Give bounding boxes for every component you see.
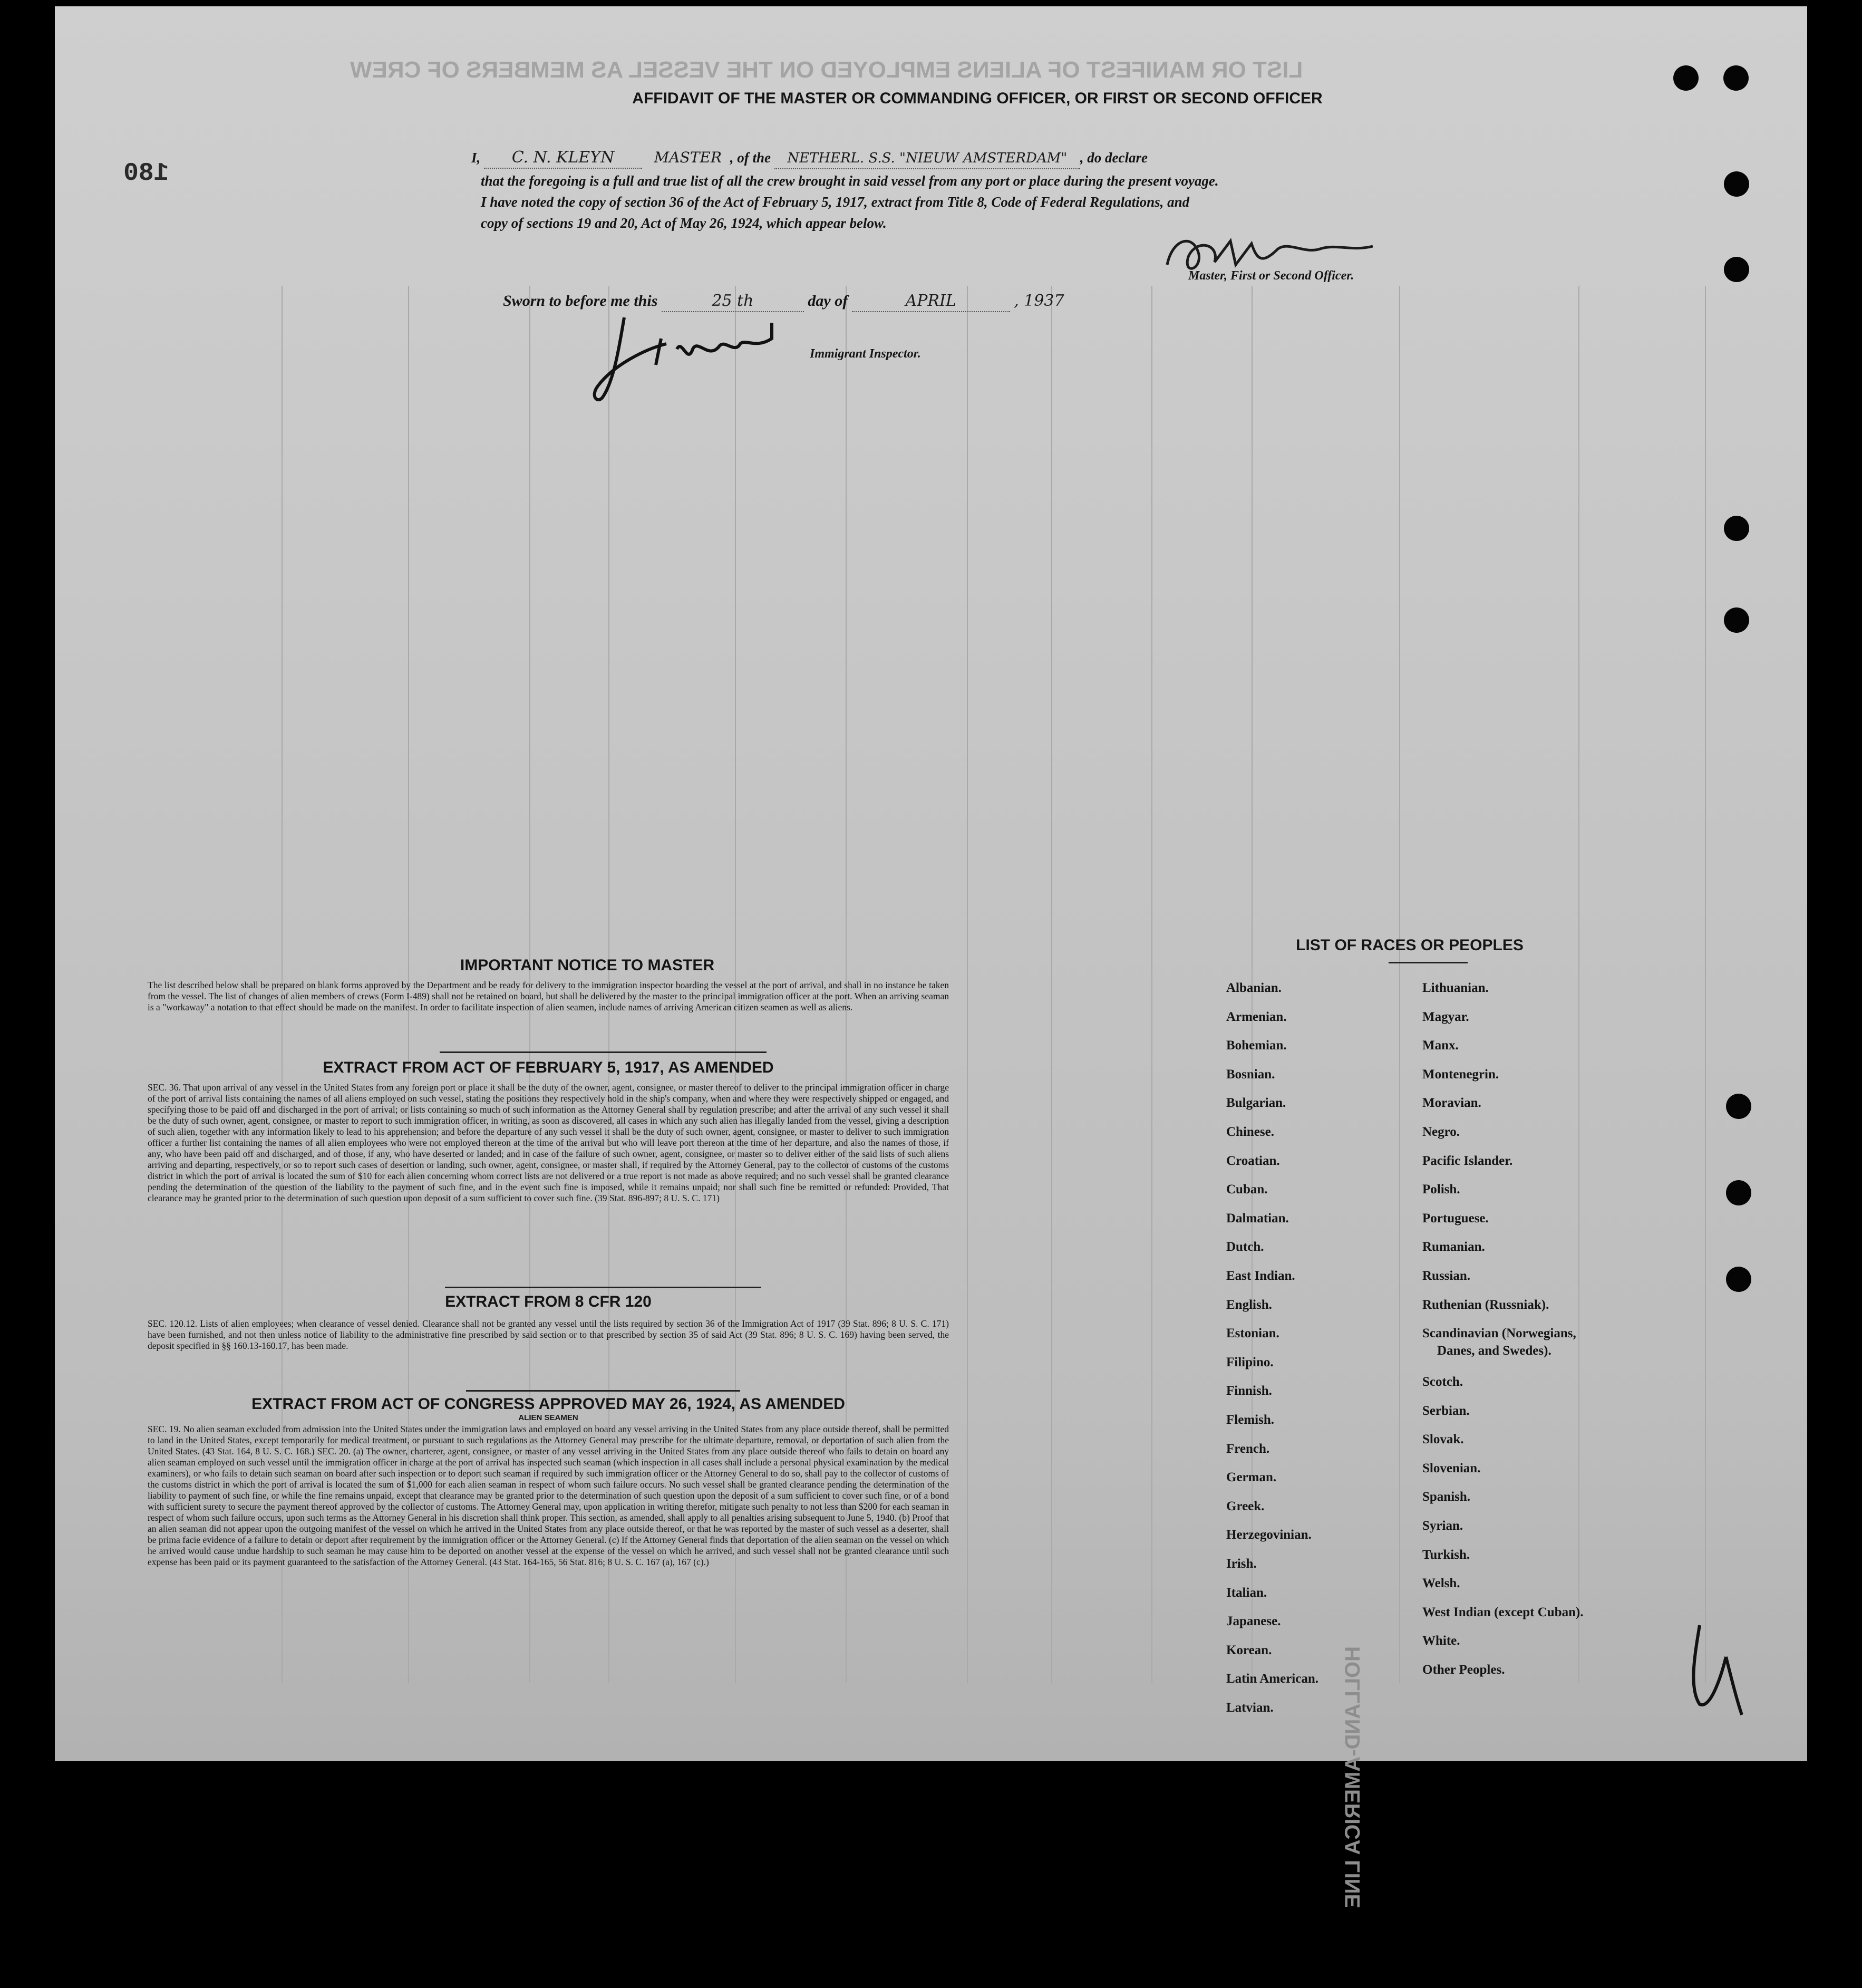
- race-item: Bosnian.: [1226, 1067, 1275, 1082]
- race-item: Russian.: [1422, 1269, 1471, 1283]
- race-item: Danes, and Swedes).: [1437, 1344, 1551, 1358]
- sworn-day: 25 th: [662, 291, 804, 312]
- race-item: Other Peoples.: [1422, 1663, 1505, 1677]
- vessel-name: NETHERL. S.S. "NIEUW AMSTERDAM": [774, 148, 1080, 169]
- punch-hole: [1726, 1267, 1751, 1292]
- sheet-number: 180: [123, 159, 169, 188]
- declare-label: , do declare: [1080, 150, 1148, 166]
- punch-hole: [1724, 607, 1749, 633]
- race-item: Portuguese.: [1422, 1211, 1489, 1225]
- sworn-year: , 1937: [1014, 292, 1064, 310]
- divider: [440, 1051, 767, 1053]
- bleed-through-title: LIST OR MANIFEST OF ALIENS EMPLOYED ON THE VESSEL AS MEMBERS OF CREW: [350, 57, 1303, 83]
- race-item: Italian.: [1226, 1585, 1267, 1600]
- inspector-caption: Immigrant Inspector.: [810, 347, 921, 361]
- race-item: Pacific Islander.: [1422, 1153, 1513, 1168]
- table-gridline: [1705, 286, 1706, 1683]
- race-item: Flemish.: [1226, 1413, 1274, 1427]
- race-item: Magyar.: [1422, 1009, 1469, 1024]
- affidavit-line-1: [471, 148, 1578, 169]
- race-item: Montenegrin.: [1422, 1067, 1499, 1082]
- race-item: Syrian.: [1422, 1519, 1463, 1533]
- race-item: Bulgarian.: [1226, 1096, 1286, 1111]
- race-item: Herzegovinian.: [1226, 1528, 1312, 1542]
- race-item: Estonian.: [1226, 1326, 1279, 1341]
- race-item: Welsh.: [1422, 1576, 1460, 1591]
- race-item: Serbian.: [1422, 1403, 1470, 1418]
- race-item: Dalmatian.: [1226, 1211, 1289, 1225]
- master-name: C. N. KLEYN: [484, 148, 642, 169]
- affidavit-title: AFFIDAVIT OF THE MASTER OR COMMANDING OFFICER, OR FIRST OR SECOND OFFICER: [632, 90, 1323, 107]
- punch-hole: [1726, 1094, 1751, 1119]
- race-item: English.: [1226, 1297, 1272, 1312]
- race-item: Moravian.: [1422, 1096, 1481, 1111]
- master-rank: MASTER: [654, 149, 722, 166]
- inspector-signature: [582, 307, 835, 407]
- divider: [1389, 962, 1468, 963]
- race-item: Irish.: [1226, 1557, 1257, 1571]
- race-item: Dutch.: [1226, 1240, 1264, 1254]
- race-item: Slovenian.: [1422, 1461, 1481, 1475]
- affidavit-line-3: I have noted the copy of section 36 of the Act of February 5, 1917, extract from Title 8, Code of Federal Regulations, and: [481, 194, 1190, 210]
- race-item: Finnish.: [1226, 1384, 1272, 1398]
- race-item: Spanish.: [1422, 1490, 1471, 1504]
- affidavit-line-2: that the foregoing is a full and true list of all the crew brought in said vessel from any port or place during the present voyage.: [481, 173, 1219, 189]
- punch-hole: [1723, 65, 1749, 91]
- affidavit-line-4: copy of sections 19 and 20, Act of May 26, 1924, which appear below.: [481, 215, 887, 231]
- race-item: Korean.: [1226, 1643, 1272, 1657]
- extract-1924-title: EXTRACT FROM ACT OF CONGRESS APPROVED MAY 26, 1924, AS AMENDED: [251, 1395, 845, 1413]
- sworn-month: APRIL: [852, 291, 1010, 312]
- signature-caption: Master, First or Second Officer.: [1188, 269, 1354, 283]
- races-title: LIST OF RACES OR PEOPLES: [1296, 937, 1524, 954]
- race-item: Bohemian.: [1226, 1038, 1287, 1053]
- race-item: Croatian.: [1226, 1153, 1280, 1168]
- race-item: French.: [1226, 1441, 1270, 1456]
- extract-1924-text: SEC. 19. No alien seaman excluded from admission into the United States under the immigration laws and employed on board any vessel arriving in the United States from any place outside thereof, shall be permitted to land in the United States, except temporarily for medical treatment, or pursuant to such regulations as the Attorney General may prescribe for the ultimate departure, removal, or deportation of such alien from the United States. (43 Stat. 164, 8 U. S. C. 168.) SEC. 20. (a) The owner, charterer, agent, consignee, or master of any vessel arriving in the United States from any place outside thereof who fails to detain on board any alien seaman employed on such vessel until the immigration officer in charge at the port of arrival has inspected such seaman (which inspection in all cases shall include a personal physical examination by the medical examiners), or who fails to detain such seaman on board after such inspection or to deport such seaman if required by such immigration officer or the Attorney General to do so, shall pay to the collector of customs of the customs district in which the port of arrival is located the sum of $1,000 for each alien seaman in respect of whom such failure occurs. No such vessel shall be granted clearance pending the determination of the liability to payment of such fine, or while the fine remains unpaid, except that clearance may be granted prior to the determination of such question upon the deposit of a sum sufficient to cover such fine, or of a bond with sufficient surety to secure the payment thereof approved by the collector of customs. The Attorney General may, upon application in writing therefor, mitigate such penalty to not less than $200 for each seaman in respect of whom such failure occurs, upon such terms as the Attorney General in his discretion shall think proper. This section, as amended, shall apply to all penalties arising subsequent to June 5, 1940. (b) Proof that an alien seaman did not appear upon the outgoing manifest of the vessel on which he arrived in the United States from any place outside thereof, or that he was reported by the master of such vessel as a deserter, shall be prima facie evidence of a failure to detain or deport after requirement by the immigration officer or the Attorney General. (c) If the Attorney General finds that deportation of the alien seaman on the vessel on which he arrived would cause undue hardship to such seaman he may cause him to be deported on another vessel at the expense of the vessel on which he arrived, and such vessel shall not be granted clearance until such expense has been paid or its payment guaranteed to the satisfaction of the Attorney General. (43 Stat. 164-165, 56 Stat. 816; 8 U. S. C. 167 (a), 167 (c).): [148, 1424, 949, 1567]
- race-item: Scotch.: [1422, 1375, 1463, 1389]
- race-item: Turkish.: [1422, 1547, 1470, 1562]
- day-of-label: day of: [808, 292, 848, 310]
- divider: [466, 1390, 740, 1392]
- race-item: Rumanian.: [1422, 1240, 1485, 1254]
- handwritten-mark: [1679, 1615, 1758, 1720]
- race-item: Filipino.: [1226, 1355, 1274, 1369]
- extract-cfr-title: EXTRACT FROM 8 CFR 120: [445, 1293, 652, 1310]
- race-item: Latin American.: [1226, 1672, 1318, 1686]
- races-column-2: [1422, 981, 1675, 1682]
- races-column-1: [1226, 981, 1421, 1735]
- extract-1917-title: EXTRACT FROM ACT OF FEBRUARY 5, 1917, AS AMENDED: [323, 1059, 774, 1076]
- notice-title: IMPORTANT NOTICE TO MASTER: [460, 957, 715, 974]
- punch-hole: [1724, 516, 1749, 541]
- divider: [445, 1287, 761, 1288]
- table-gridline: [1051, 286, 1052, 1683]
- table-gridline: [1151, 286, 1152, 1683]
- punch-hole: [1724, 257, 1749, 282]
- race-item: Greek.: [1226, 1499, 1265, 1513]
- punch-hole: [1726, 1180, 1751, 1205]
- notice-text: The list described below shall be prepared on blank forms approved by the Department and be ready for delivery to the immigration inspector boarding the vessel at the port of arrival, and shall in no instance be taken from the vessel. The list of changes of alien members of crews (Form I-489) shall not be retained on board, but shall be delivered by the master to the principal immigration officer at the port. When an arriving seaman is a "workaway" a notation to that effect should be made on the manifest. In order to facilitate inspection of alien seamen, include names of arriving American citizen seamen as well as aliens.: [148, 980, 949, 1012]
- race-item: Cuban.: [1226, 1182, 1268, 1197]
- race-item: Armenian.: [1226, 1009, 1287, 1024]
- race-item: White.: [1422, 1634, 1460, 1648]
- race-item: Japanese.: [1226, 1614, 1281, 1629]
- sworn-label: Sworn to before me this: [503, 292, 658, 310]
- manifest-page: [55, 6, 1807, 1908]
- punch-hole: [1724, 171, 1749, 197]
- race-item: Scandinavian (Norwegians,: [1422, 1326, 1576, 1341]
- race-item: Manx.: [1422, 1038, 1459, 1053]
- extract-1924-subtitle: ALIEN SEAMEN: [518, 1413, 578, 1422]
- race-item: Lithuanian.: [1422, 981, 1489, 995]
- extract-cfr-text: SEC. 120.12. Lists of alien employees; when clearance of vessel denied. Clearance shall not be granted any vessel until the lists required by section 36 of the Immigration Act of 1917 (39 Stat. 896; 8 U. S. C. 171) have been furnished, and not then unless notice of liability to the administrative fine prescribed by said section or to that prescribed by section 35 of said Act (39 Stat. 896; 8 U. S. C. 169) having been served, the deposit specified in §§ 160.13-160.17, has been made.: [148, 1318, 949, 1351]
- company-stamp: HOLLAND-AMERICA LINE: [1341, 1646, 1364, 1908]
- race-item: Negro.: [1422, 1125, 1460, 1139]
- race-item: Chinese.: [1226, 1125, 1274, 1139]
- race-item: Slovak.: [1422, 1432, 1464, 1447]
- race-item: Albanian.: [1226, 981, 1282, 995]
- punch-hole: [1673, 65, 1699, 91]
- extract-1917-text: SEC. 36. That upon arrival of any vessel in the United States from any foreign port or place it shall be the duty of the owner, agent, consignee, or master thereof to deliver to the principal immigration officer in charge of the port of arrival lists containing the names of all aliens employed on such vessel, stating the positions they respectively hold in the ship's company, when and where they were respectively shipped or engaged, and specifying those to be paid off and discharged in the port of arrival; or lists containing so much of such information as the Attorney General shall by regulation prescribe; and after the arrival of any such vessel it shall be the duty of such owner, agent, consignee, or master to report to such immigration officer, in writing, as soon as discovered, all cases in which any such alien has illegally landed from the vessel, giving a description of such alien, together with any information likely to lead to his apprehension; and before the departure of any such vessel it shall be the duty of such owner, agent, consignee, or master to deliver to such immigration officer a further list containing the names of all alien employees who were not employed thereon at the time of the arrival but who will leave port thereon at the time of her departure, and also the names of those, if any, who have been paid off and discharged, and of those, if any, who have deserted or landed; and in case of the failure of such owner, agent, consignee, or master so to deliver either of the said lists of such aliens arriving and departing, respectively, or so to report such cases of desertion or landing, such owner, agent, consignee, or master shall, if required by the Attorney General, pay to the collector of customs of the customs district in which the port of arrival is located the sum of $10 for each alien concerning whom correct lists are not delivered or a true report is not made as above required; and no such vessel shall be granted clearance pending the determination of the question of the liability to the payment of such fine, and in the event such fine is imposed, while it remains unpaid; nor shall such fine be remitted or refunded: Provided, That clearance may be granted prior to the determination of such question upon deposit of a sum sufficient to cover such fine. (39 Stat. 896-897; 8 U. S. C. 171): [148, 1082, 949, 1203]
- race-item: Polish.: [1422, 1182, 1460, 1197]
- of-the-label: , of the: [730, 150, 771, 166]
- affidavit-lead: I,: [471, 150, 481, 166]
- race-item: West Indian (except Cuban).: [1422, 1605, 1584, 1619]
- table-gridline: [967, 286, 968, 1683]
- race-item: Ruthenian (Russniak).: [1422, 1297, 1549, 1312]
- race-item: German.: [1226, 1470, 1277, 1485]
- race-item: Latvian.: [1226, 1701, 1274, 1715]
- race-item: East Indian.: [1226, 1269, 1295, 1283]
